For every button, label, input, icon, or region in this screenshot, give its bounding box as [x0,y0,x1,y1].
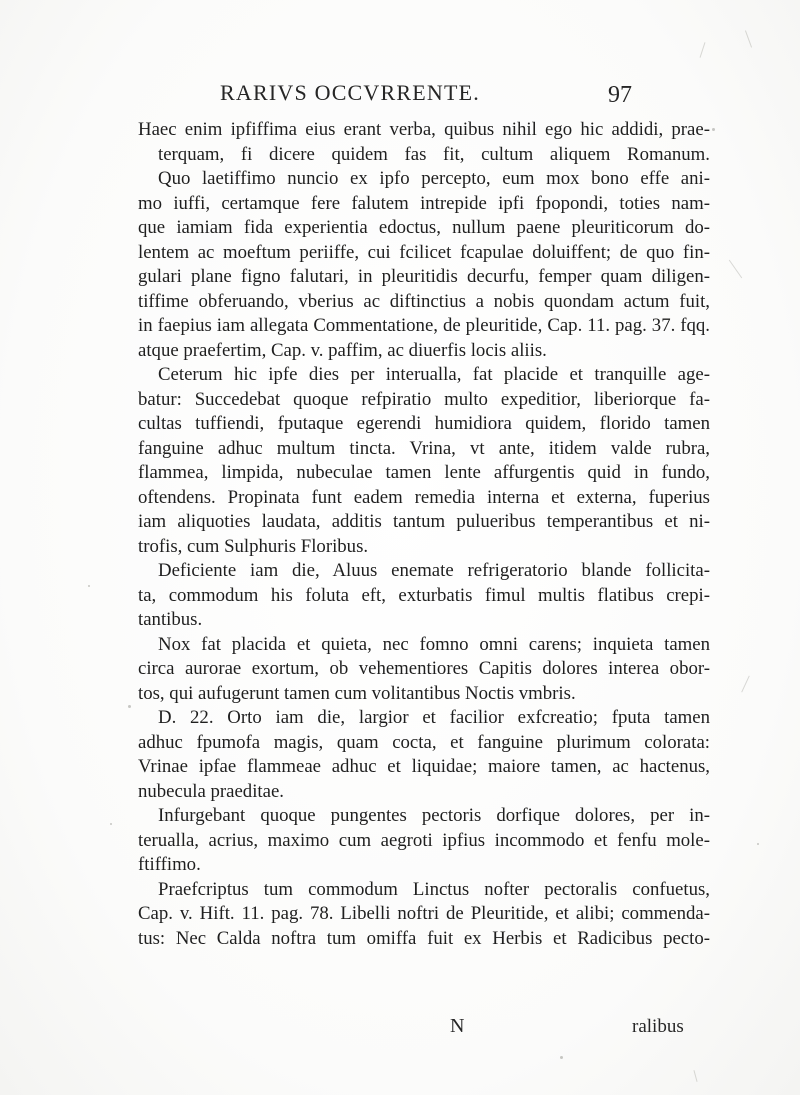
signature-mark: N [450,1015,465,1037]
paper-mark [741,676,750,693]
paper-speck [110,823,112,825]
paper-speck [757,843,759,845]
text-line: D. 22. Orto iam die, largior et facilior exfcreatio; fputa tamen [158,707,710,728]
paper-speck [128,705,131,708]
text-line: tiffime obferuando, vberius ac diftinctius a nobis quondam actum fuit, [138,290,710,312]
paper-speck [88,585,90,587]
text-line: flammea, limpida, nubeculae tamen lente affurgentis quid in fundo, [138,462,710,483]
text-line: cultas tuffiendi, fputaque egerendi humidiora quidem, florido tamen [138,413,710,434]
running-title: RARIVS OCCVRRENTE. [220,80,480,105]
text-line: Nox fat placida et quieta, nec fomno omni carens; inquieta tamen [158,633,710,655]
running-head [0,80,800,110]
text-line: adhuc fpumofa magis, quam cocta, et fanguine plurimum colorata: [138,731,710,753]
text-line: ftiffimo. [138,854,201,875]
text-line: atque praefertim, Cap. v. paffim, ac diuerfis locis aliis. [138,339,547,361]
text-line: tus: Nec Calda noftra tum omiffa fuit ex Herbis et Radicibus pecto- [138,927,710,949]
text-line: fanguine adhuc multum tincta. Vrina, vt ante, itidem valde rubra, [138,437,710,459]
text-line: terquam, fi dicere quidem fas fit, cultum aliquem Romanum. [158,143,710,165]
paper-mark [745,30,752,47]
text-line: batur: Succedebat quoque refpiratio multo expeditior, liberiorque fa- [138,388,710,410]
catchword: ralibus [632,1016,684,1037]
text-line: tantibus. [138,609,203,630]
text-line: Cap. v. Hift. 11. pag. 78. Libelli noftri de Pleuritide, et alibi; commenda- [138,903,710,924]
text-line: mo iuffi, certamque fere falutem intrepide ipfi fpopondi, toties nam- [138,192,710,214]
paper-mark [693,1070,697,1082]
text-line: Haec enim ipfiffima eius erant verba, quibus nihil ego hic addidi, prae- [138,119,710,140]
text-line: Vrinae ipfae flammeae adhuc et liquidae; maiore tamen, ac hactenus, [138,756,710,777]
text-line: tos, qui aufugerunt tamen cum volitantibus Noctis vmbris. [138,682,576,704]
text-line: Praefcriptus tum commodum Linctus nofter pectoralis confuetus, [158,878,710,900]
page-number: 97 [608,82,632,108]
body-text [138,118,710,951]
text-line: oftendens. Propinata funt eadem remedia interna et externa, fuperius [138,486,710,508]
paper-mark [729,260,742,279]
text-line: Ceterum hic ipfe dies per interualla, fat placide et tranquille age- [158,364,710,385]
text-line: iam aliquoties laudata, additis tantum pulueribus temperantibus et ni- [138,511,710,532]
text-line: nubecula praeditae. [138,780,284,802]
paper-mark [700,42,706,58]
text-line: terualla, acrius, maximo cum aegroti ipfius incommodo et fenfu mole- [138,829,710,851]
paper-speck [712,128,715,131]
text-line: Deficiente iam die, Aluus enemate refrigeratorio blande follicita- [158,560,710,581]
text-line: que iamiam fida experientia edoctus, nullum paene pleuriticorum do- [138,217,710,238]
text-line: trofis, cum Sulphuris Floribus. [138,535,369,557]
paper-speck [560,1056,563,1059]
text-line: circa aurorae exortum, ob vehementiores Capitis dolores interea obor- [138,658,710,679]
text-line: gulari plane figno falutari, in pleuritidis decurfu, femper quam diligen- [138,266,710,287]
text-line: Infurgebant quoque pungentes pectoris dorfique dolores, per in- [158,805,710,826]
text-line: in faepius iam allegata Commentatione, de pleuritide, Cap. 11. pag. 37. fqq. [138,315,710,336]
text-line: ta, commodum his foluta eft, exturbatis fimul multis flatibus crepi- [138,584,710,606]
text-line: lentem ac moeftum periiffe, cui fcilicet fcapulae doluiffent; de quo fin- [138,241,710,263]
text-line: Quo laetiffimo nuncio ex ipfo percepto, eum mox bono effe ani- [158,168,710,189]
